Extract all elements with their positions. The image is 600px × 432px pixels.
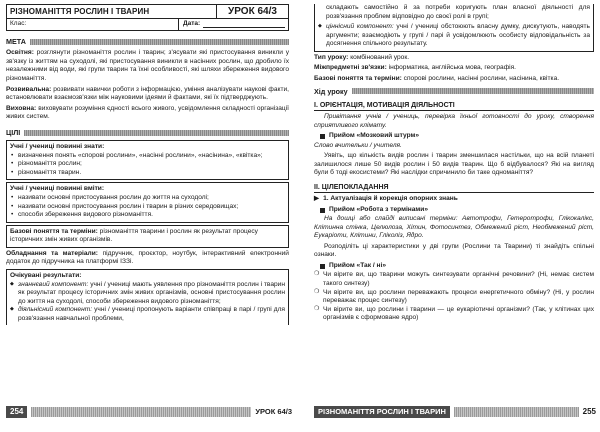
results-cont-box — [314, 4, 594, 52]
list-item — [10, 306, 285, 323]
can-list — [10, 194, 285, 220]
list-item: • визначення понять «спорові рослини», «насінні рослини», «насінина», «квітка»; — [10, 152, 285, 161]
results-title: Очікувані результати: — [10, 271, 82, 279]
inter-paragraph — [314, 64, 594, 73]
brain-paragraph: Уявіть, що кількість видів рослин і тварин зменшилася настільки, що на всій планеті залишилося лише 50 видів рослин і 50 видів тварин. Що б відбувалося? Які на вигляд були б тоді екосистеми? Які наслідки спричинило би таке одноманіття? — [314, 152, 594, 177]
tsili-section-bar — [6, 128, 289, 137]
tsili-stripe — [24, 130, 289, 136]
list-item — [318, 23, 590, 49]
basic-label: Базові поняття та терміни: — [314, 74, 402, 82]
list-item: • називати основні пристосування рослин до життя на суходолі; — [10, 194, 285, 203]
res1-label: знаннєвий компонент: — [18, 280, 89, 288]
brain-heading — [320, 132, 594, 141]
can-box — [6, 182, 289, 222]
rozv-text: розвивати навички роботи з інформацією, уміння аналізувати наукові факти, встановлювати взаємозв'язки між науковими ідеями й фактами, які їх підтверджують. — [6, 85, 289, 102]
left-column — [6, 4, 289, 327]
hid-heading: Хід уроку — [314, 86, 348, 96]
osvita-text: розглянути різноманіття рослин і тварин; з'ясувати які пристосування виникли у зв'язку із життям на суходолі, які пристосування виникли в насінних рослин, що дробило їх незалежними від води, які групи тварин та їхні особливості, які шляхи збереження видового різноманіття. — [6, 49, 289, 83]
date-label: Дата: — [183, 20, 201, 28]
stage1-heading: I. ОРІЄНТАЦІЯ, МОТИВАЦІЯ ДІЯЛЬНОСТІ — [314, 101, 455, 109]
class-date-row — [6, 19, 289, 31]
res2-label: діяльнісний компонент: — [18, 306, 93, 314]
right-footer — [314, 404, 596, 420]
questions-list — [314, 271, 594, 322]
hid-stripe — [352, 88, 594, 94]
results-list — [10, 281, 285, 324]
class-label: Клас: — [10, 20, 27, 27]
results-cont-list — [318, 23, 590, 49]
lesson-title: РІЗНОМАНІТТЯ РОСЛИН І ТВАРИН — [10, 7, 150, 16]
rozv-paragraph — [6, 86, 289, 103]
tsili-heading: ЦІЛІ — [6, 127, 21, 137]
equip-paragraph — [6, 250, 289, 267]
page-number-left: 254 — [6, 406, 27, 418]
date-field — [178, 19, 288, 30]
sub1-title: 1. Актуалізація й корекція опорних знань — [323, 194, 458, 202]
sort-paragraph: Розподіліть ці характеристики у дві групи (Рослини та Тварини) ті знайдіть спільні ознаки. — [314, 242, 594, 259]
cont-text: складають самостійно й за потреби коригують план власної діяльності для розв'язання проблем відповідно до своєї ролі в групі; — [326, 4, 590, 20]
square-bullet-icon — [320, 134, 325, 139]
type-text: комбінований урок. — [348, 53, 410, 61]
list-item: • різноманіття рослин; — [10, 160, 285, 169]
sub1-heading — [314, 195, 594, 204]
meta-section-bar — [6, 37, 289, 46]
osvita-paragraph — [6, 49, 289, 83]
vykh-text: виховувати розуміння єдності всього живого, усвідомлення складності організації живих систем. — [6, 104, 289, 121]
inter-label: Міжпредметні зв'язки: — [314, 64, 387, 72]
list-item: • називати основні пристосування рослин і тварин в різних середовищах; — [10, 203, 285, 212]
terms-paragraph: На дошці або слайді виписані терміни: Автотрофи, Гетеротрофи, Глікокалікс, Клітинна стінка, Целюлоза, Хітин, Фотосинтез, Обмежений ріст, Необмежений ріст, Еукаріоти, Клітини, Гліколіз, Ядро. — [314, 215, 594, 240]
page-number-right: 255 — [582, 406, 596, 416]
results-box — [6, 269, 289, 325]
know-box — [6, 140, 289, 180]
list-item: ❍ Чи вірите ви, що рослини і тварини — це еукаріотичні організми? (Так, у клітинах цих організмів є сформоване ядро) — [314, 306, 594, 323]
cin-text: учні / учениці обстоюють власну думку, дискутують, наводять аргументи; взаємодіють у групі / парі й усвідомлюють особисту відповідальність за досягнення спільного результату. — [326, 23, 590, 48]
terms-title: Прийом «Робота з термінами» — [329, 205, 429, 213]
rozv-label: Розвивальна: — [6, 85, 52, 93]
res1-text: учні / учениці мають уявлення про різноманіття рослин і тварин як результат процесу історичних змін живих організмів, основні пристосування рослин до життя на суходолі, способи збереження видового різноманіття; — [18, 280, 286, 305]
hid-section-bar — [314, 87, 594, 96]
stage2-heading: II. ЦІЛЕПОКЛАДАННЯ — [314, 183, 389, 191]
res2-text: учні / учениці пропонують варіанти співпраці в парі / групі для розв'язання навчальної проблеми, — [18, 306, 285, 322]
teacher-word: Слово вчительки / учителя. — [314, 141, 402, 149]
equip-label: Обладнання та матеріали: — [6, 249, 98, 257]
footer-text-right: РІЗНОМАНІТТЯ РОСЛИН І ТВАРИН — [314, 406, 450, 418]
date-line — [203, 21, 285, 28]
list-item: ❍ Чи вірите ви, що тварини можуть синтезувати органічні речовини? (Ні, немає систем такого синтезу) — [314, 271, 594, 288]
footer-stripe-right — [454, 407, 579, 417]
lesson-badge: УРОК 64/3 — [216, 5, 288, 18]
list-item: ❍ Чи вірите ви, що рослини переважають процеси енергетичного обміну? (Ні, у рослин переважає процес синтезу) — [314, 289, 594, 306]
list-item: • різноманіття тварин. — [10, 169, 285, 178]
yesno-heading — [320, 262, 594, 271]
basic-paragraph — [314, 75, 594, 84]
left-footer — [6, 404, 292, 420]
type-paragraph — [314, 54, 594, 63]
stage1-rule — [314, 110, 594, 111]
list-item — [10, 281, 285, 307]
terms-heading — [320, 206, 594, 215]
right-page — [300, 0, 600, 432]
know-list — [10, 152, 285, 178]
vykh-paragraph — [6, 105, 289, 122]
base-text: різноманіття тварини і рослин як результат процесу історичних змін живих організмів. — [10, 227, 258, 244]
square-bullet-icon — [320, 264, 325, 269]
osvita-label: Освітня: — [6, 49, 34, 57]
equip-text: підручник, проєктор, ноутбук, інтерактивний електронний додаток до підручника на платформі ІЗЗі. — [6, 249, 289, 266]
footer-text-left: УРОК 64/3 — [255, 407, 292, 417]
lesson-header — [6, 4, 289, 19]
type-label: Тип уроку: — [314, 53, 349, 61]
list-item: • способи збереження видового різноманіття. — [10, 211, 285, 220]
greet-paragraph: Привітання учнів / учениць, перевірка їхньої готовності до уроку, створення сприятливого клімату. — [314, 112, 594, 129]
triangle-bullet-icon: ▶ — [314, 194, 320, 202]
can-title: Учні / учениці повинні вміти: — [10, 185, 105, 193]
stage2-rule — [314, 192, 594, 193]
base-label: Базові поняття та терміни: — [10, 227, 98, 235]
brain-title: Прийом «Мозковий штурм» — [329, 132, 420, 140]
vykh-label: Виховна: — [6, 104, 37, 112]
square-bullet-icon — [320, 208, 325, 213]
meta-stripe — [30, 39, 289, 45]
cin-label: ціннісний компонент: — [326, 23, 394, 31]
yesno-title: Прийом «Так / ні» — [329, 261, 386, 269]
footer-stripe-left — [31, 407, 251, 417]
know-title: Учні / учениці повинні знати: — [10, 143, 105, 151]
basic-text: спорові рослини, насінні рослини, насінина, квітка. — [401, 74, 560, 82]
base-box — [6, 225, 289, 248]
meta-heading: МЕТА — [6, 37, 26, 46]
inter-text: інформатика, англійська мова, географія. — [386, 64, 517, 72]
right-column — [314, 4, 594, 323]
